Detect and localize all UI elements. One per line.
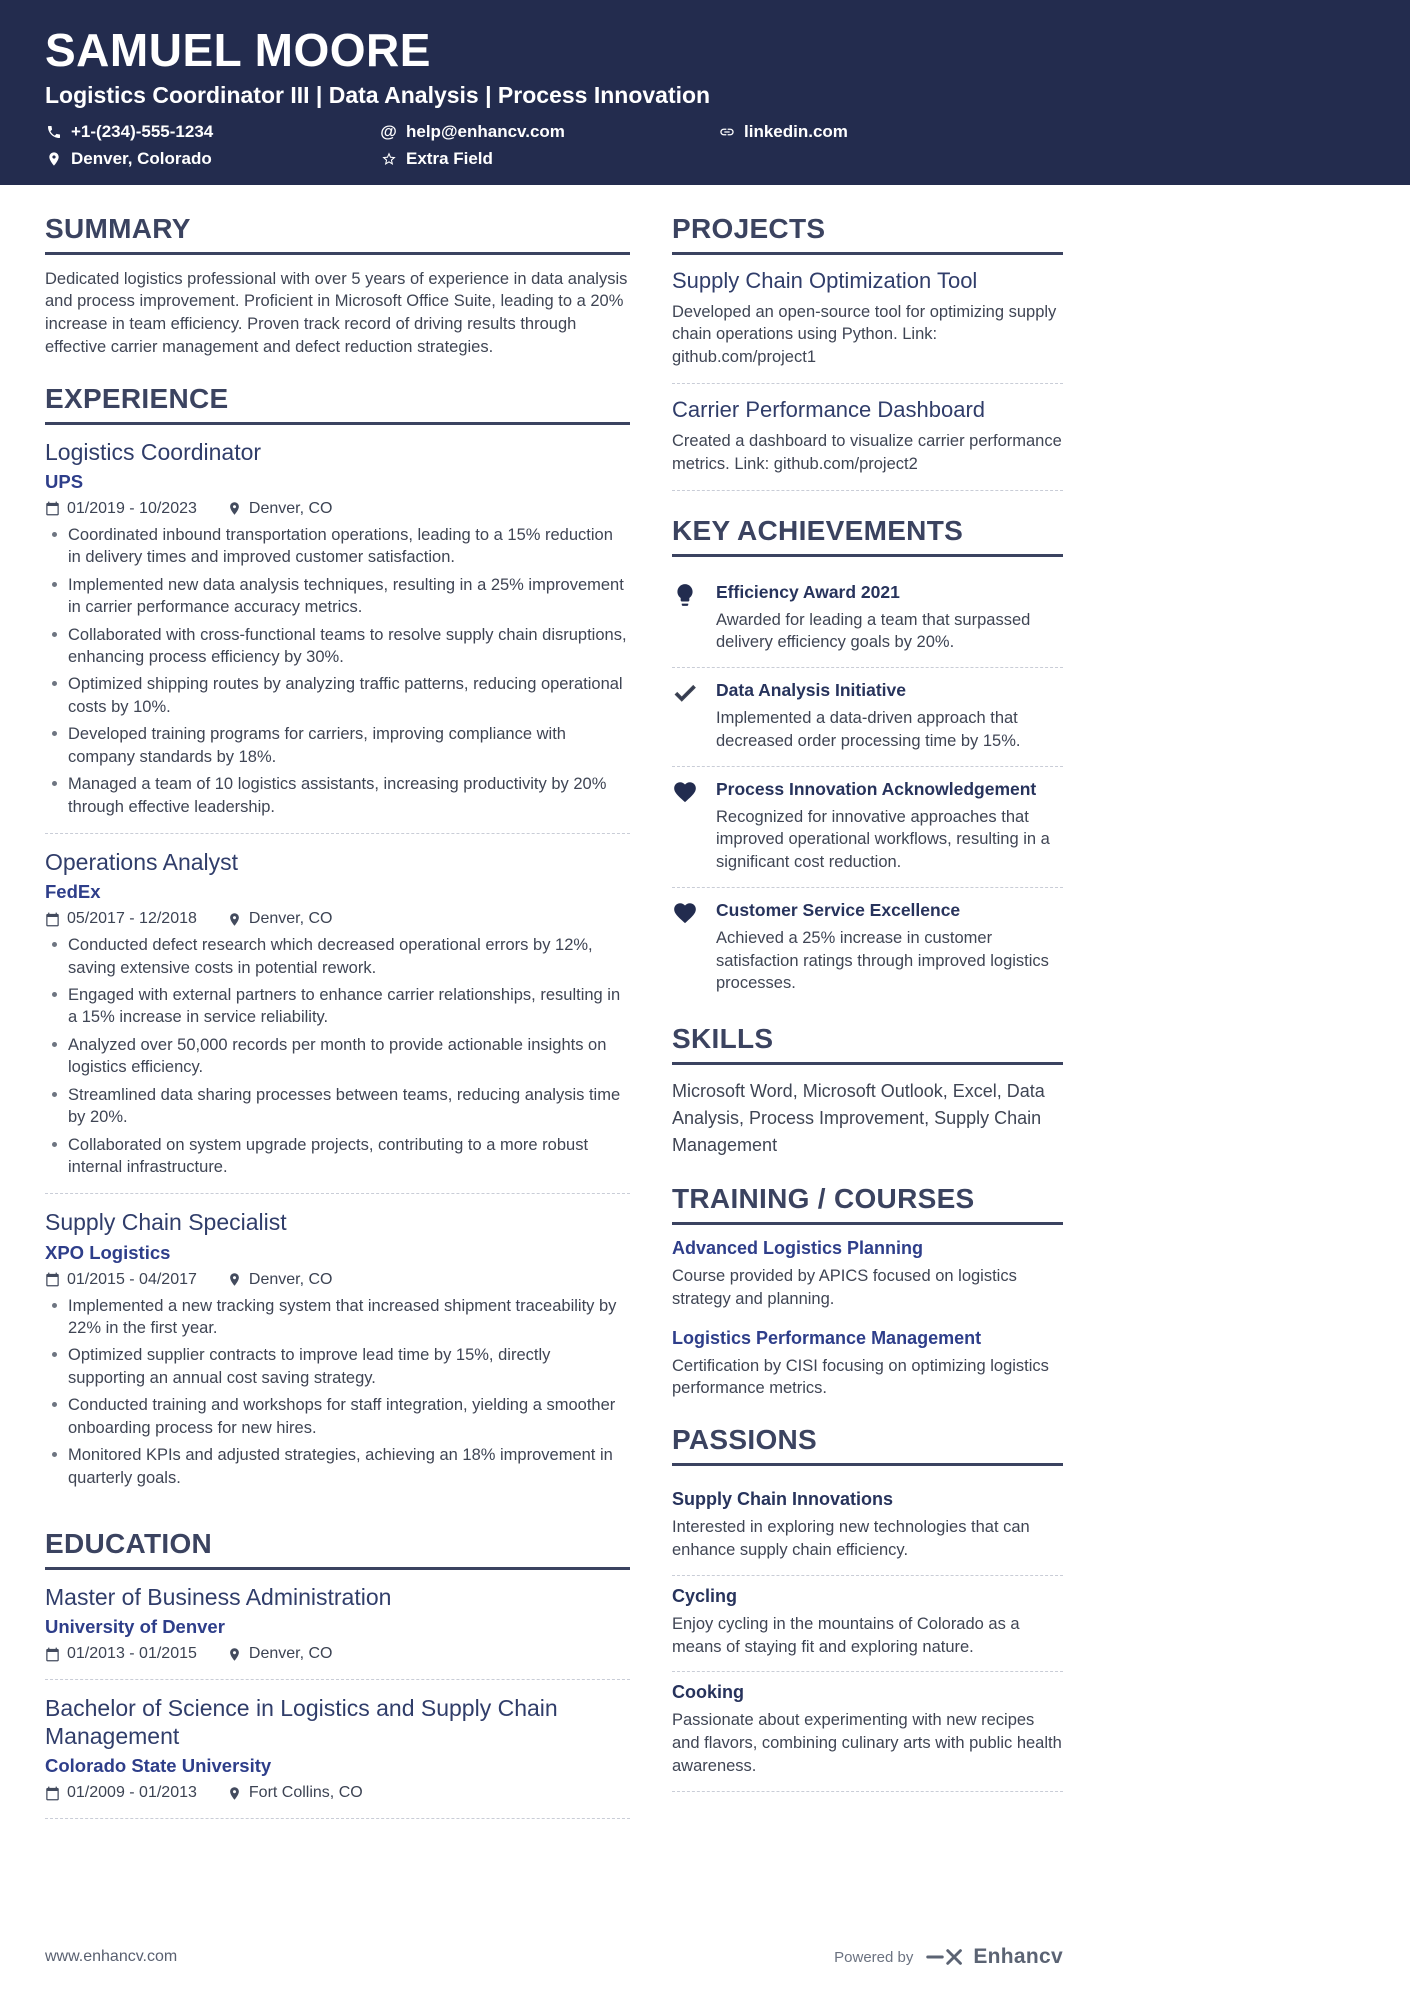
achievements-heading: KEY ACHIEVEMENTS [672, 515, 1063, 557]
education-entry [45, 1583, 630, 1680]
summary-text: Dedicated logistics professional with over 5 years of experience in data analysis and process improvement. Proficient in Microsoft Office Suite, leading to a 20% increase in team efficiency. Proven track record of driving results through effective carrier management and defect reduction strategies. [45, 269, 628, 356]
resume-header [0, 0, 1410, 185]
job-meta [45, 1271, 630, 1289]
powered-by-label: Powered by [834, 1948, 914, 1966]
phone-icon [45, 123, 62, 140]
projects-heading: PROJECTS [672, 213, 1063, 255]
bullet-point: Engaged with external partners to enhance carrier relationships, resulting in a 15% increase in service reliability. [45, 984, 630, 1029]
heart-icon [672, 900, 700, 928]
star-icon [380, 150, 397, 167]
achievement-body [716, 680, 1063, 753]
achievement-body [716, 900, 1063, 995]
experience-entry [45, 438, 630, 834]
job-location [227, 910, 333, 928]
education-meta [45, 1645, 630, 1663]
location-value: Denver, Colorado [71, 148, 212, 168]
section-skills [672, 1023, 1063, 1159]
job-location [227, 500, 333, 518]
achievement-description: Recognized for innovative approaches that improved operational workflows, resulting in a significant cost reduction. [716, 807, 1050, 872]
project-description: Created a dashboard to visualize carrier performance metrics. Link: github.com/project2 [672, 431, 1062, 473]
education-dates [45, 1645, 197, 1663]
experience-entry [45, 848, 630, 1194]
section-education [45, 1528, 630, 1819]
section-training [672, 1183, 1063, 1400]
achievement-description: Implemented a data-driven approach that decreased order processing time by 15%. [716, 709, 1021, 750]
company-name: UPS [45, 470, 84, 492]
job-location [227, 1271, 333, 1289]
location-icon [227, 1647, 242, 1662]
job-meta [45, 500, 630, 518]
experience-entry [45, 1208, 630, 1504]
contact-location [45, 149, 380, 169]
section-key-achievements [672, 515, 1063, 1000]
bullet-point: Conducted defect research which decreased operational errors by 12%, saving extensive costs in potential rework. [45, 934, 630, 979]
achievement-title: Efficiency Award 2021 [716, 581, 900, 602]
candidate-headline: Logistics Coordinator III | Data Analysis | Process Innovation [45, 81, 711, 108]
calendar-icon [45, 912, 60, 927]
passion-entry [672, 1576, 1063, 1673]
bullet-point: Optimized supplier contracts to improve lead time by 15%, directly supporting an annual cost saving strategy. [45, 1344, 630, 1389]
bullet-point: Collaborated with cross-functional teams to resolve supply chain disruptions, enhancing process efficiency by 30%. [45, 624, 630, 669]
at-icon: @ [380, 122, 397, 142]
achievement-title: Data Analysis Initiative [716, 680, 906, 701]
achievement-body [716, 779, 1063, 874]
enhancv-logo-icon [925, 1946, 965, 1968]
job-dates [45, 910, 197, 928]
candidate-name: SAMUEL MOORE [45, 24, 431, 76]
contact-info [45, 122, 1365, 169]
calendar-icon [45, 501, 60, 516]
project-entry [672, 397, 1063, 491]
bullet-point: Streamlined data sharing processes between teams, reducing analysis time by 20%. [45, 1084, 630, 1129]
training-heading: TRAINING / COURSES [672, 1183, 1063, 1225]
enhancv-site-link[interactable]: www.enhancv.com [45, 1948, 178, 1965]
bullet-point: Analyzed over 50,000 records per month to provide actionable insights on logistics efficiency. [45, 1034, 630, 1079]
passion-description: Passionate about experimenting with new recipes and flavors, combining culinary arts with public health awareness. [672, 1711, 1062, 1775]
course-description: Certification by CISI focusing on optimizing logistics performance metrics. [672, 1356, 1049, 1398]
job-title: Operations Analyst [45, 849, 239, 876]
course-title: Logistics Performance Management [672, 1327, 982, 1348]
job-dates-value: 01/2019 - 10/2023 [67, 499, 197, 517]
enhancv-brand[interactable] [925, 1945, 1063, 1969]
bullet-point: Coordinated inbound transportation operations, leading to a 15% reduction in delivery times and improved customer satisfaction. [45, 524, 630, 569]
project-description: Developed an open-source tool for optimizing supply chain operations using Python. Link: github.com/project1 [672, 302, 1057, 367]
section-summary [45, 213, 630, 359]
bullet-point: Monitored KPIs and adjusted strategies, achieving an 18% improvement in quarterly goals. [45, 1444, 630, 1489]
experience-heading: EXPERIENCE [45, 383, 630, 425]
skills-list: Microsoft Word, Microsoft Outlook, Excel, Data Analysis, Process Improvement, Supply Chain Management [672, 1081, 1045, 1156]
school-name: Colorado State University [45, 1755, 272, 1777]
achievement-description: Achieved a 25% increase in customer satisfaction ratings through improved logistics processes. [716, 928, 1049, 993]
calendar-icon [45, 1647, 60, 1662]
bullet-point: Implemented a new tracking system that increased shipment traceability by 22% in the first year. [45, 1295, 630, 1340]
degree-title: Master of Business Administration [45, 1584, 392, 1610]
achievement-entry [672, 570, 1063, 669]
project-title: Supply Chain Optimization Tool [672, 267, 978, 293]
education-location-value: Fort Collins, CO [248, 1784, 363, 1802]
check-icon [672, 680, 700, 708]
job-dates-value: 05/2017 - 12/2018 [67, 910, 197, 928]
heart-icon [672, 779, 700, 807]
education-dates-value: 01/2009 - 01/2013 [67, 1784, 197, 1802]
contact-email[interactable] [380, 122, 718, 142]
calendar-icon [45, 1786, 60, 1801]
skills-heading: SKILLS [672, 1023, 1063, 1065]
contact-phone [45, 122, 380, 142]
course-entry [672, 1238, 1063, 1311]
powered-by [834, 1945, 1063, 1969]
course-title: Advanced Logistics Planning [672, 1238, 924, 1259]
bullet-point: Managed a team of 10 logistics assistants, increasing productivity by 20% through effective leadership. [45, 773, 630, 818]
contact-linkedin[interactable] [718, 122, 1365, 142]
job-location-value: Denver, CO [248, 1270, 333, 1288]
passion-description: Interested in exploring new technologies that can enhance supply chain efficiency. [672, 1518, 1030, 1559]
company-name: FedEx [45, 881, 101, 903]
education-location-value: Denver, CO [248, 1645, 333, 1663]
passion-entry [672, 1479, 1063, 1576]
email-value: help@enhancv.com [406, 121, 565, 141]
left-column [45, 213, 630, 1843]
contact-extra-field [380, 149, 718, 169]
location-icon [45, 150, 62, 167]
achievement-title: Process Innovation Acknowledgement [716, 778, 1037, 799]
job-dates [45, 1271, 197, 1289]
achievement-entry [672, 767, 1063, 888]
company-name: XPO Logistics [45, 1241, 171, 1263]
job-title: Logistics Coordinator [45, 438, 262, 465]
achievement-title: Customer Service Excellence [716, 899, 961, 920]
location-icon [227, 1786, 242, 1801]
summary-heading: SUMMARY [45, 213, 630, 255]
calendar-icon [45, 1272, 60, 1287]
job-bullets [45, 934, 630, 1178]
passion-entry [672, 1672, 1063, 1791]
page-footer [45, 1945, 1063, 1969]
lightbulb-icon [672, 582, 700, 610]
education-entry [45, 1694, 630, 1819]
education-heading: EDUCATION [45, 1528, 630, 1570]
bullet-point: Collaborated on system upgrade projects, contributing to a more robust internal infrastructure. [45, 1134, 630, 1179]
bullet-point: Optimized shipping routes by analyzing traffic patterns, reducing operational costs by 10%. [45, 673, 630, 718]
passions-heading: PASSIONS [672, 1424, 1063, 1466]
education-dates-value: 01/2013 - 01/2015 [67, 1645, 197, 1663]
location-icon [227, 1272, 242, 1287]
degree-title: Bachelor of Science in Logistics and Supply Chain Management [45, 1695, 558, 1750]
passion-description: Enjoy cycling in the mountains of Colorado as a means of staying fit and exploring nature. [672, 1614, 1020, 1656]
job-dates [45, 500, 197, 518]
bullet-point: Conducted training and workshops for staff integration, yielding a smoother onboarding process for new hires. [45, 1394, 630, 1439]
achievement-body [716, 582, 1063, 655]
bullet-point: Implemented new data analysis techniques, resulting in a 25% improvement in carrier performance accuracy metrics. [45, 574, 630, 619]
job-bullets [45, 1295, 630, 1490]
section-experience [45, 383, 630, 1504]
link-icon [718, 123, 735, 140]
section-passions [672, 1424, 1063, 1791]
course-description: Course provided by APICS focused on logistics strategy and planning. [672, 1267, 1017, 1308]
education-meta [45, 1784, 630, 1802]
passion-title: Supply Chain Innovations [672, 1489, 894, 1510]
linkedin-value: linkedin.com [744, 121, 848, 141]
bullet-point: Developed training programs for carriers, improving compliance with company standards by 18%. [45, 723, 630, 768]
achievement-entry [672, 668, 1063, 767]
job-location-value: Denver, CO [248, 910, 333, 928]
job-meta [45, 910, 630, 928]
phone-value: +1-(234)-555-1234 [71, 121, 214, 141]
project-title: Carrier Performance Dashboard [672, 396, 986, 422]
job-bullets [45, 524, 630, 818]
location-icon [227, 912, 242, 927]
achievement-description: Awarded for leading a team that surpassed delivery efficiency goals by 20%. [716, 610, 1031, 652]
job-location-value: Denver, CO [248, 499, 333, 517]
project-entry [672, 268, 1063, 384]
achievement-entry [672, 888, 1063, 999]
location-icon [227, 501, 242, 516]
school-name: University of Denver [45, 1616, 225, 1638]
education-location [227, 1784, 363, 1802]
resume-body [0, 185, 1410, 1843]
enhancv-brand-text: Enhancv [973, 1945, 1063, 1968]
course-entry [672, 1328, 1063, 1401]
extra-field-value: Extra Field [406, 148, 493, 168]
education-dates [45, 1784, 197, 1802]
right-column [672, 213, 1063, 1843]
passion-title: Cycling [672, 1585, 738, 1606]
education-location [227, 1645, 333, 1663]
job-dates-value: 01/2015 - 04/2017 [67, 1270, 197, 1288]
section-projects [672, 213, 1063, 491]
job-title: Supply Chain Specialist [45, 1209, 287, 1236]
passion-title: Cooking [672, 1682, 744, 1703]
